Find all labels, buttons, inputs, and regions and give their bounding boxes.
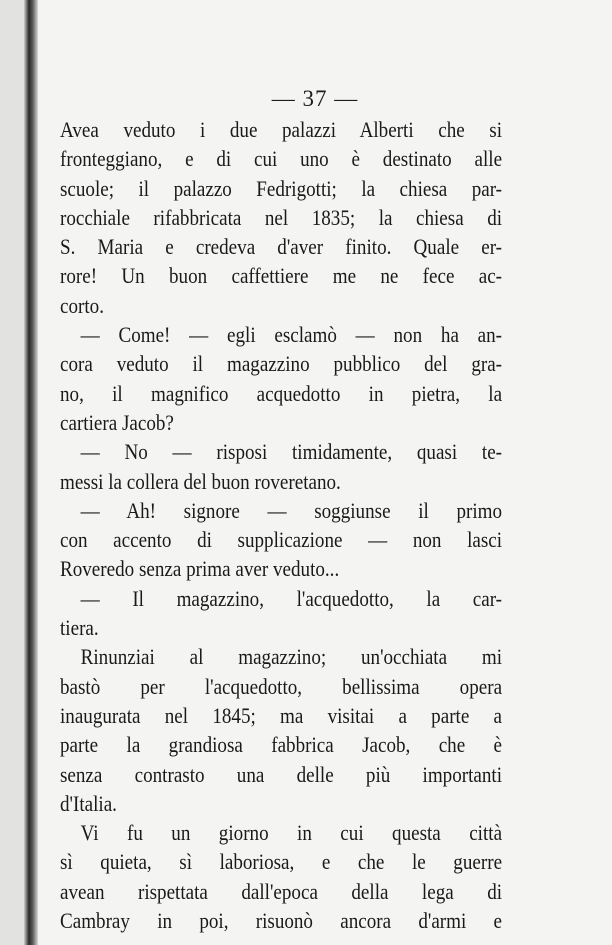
text-line: S. Maria e credeva d'aver finito. Quale er- [60, 234, 503, 260]
text-line: con accento di supplicazione — non lasci [60, 527, 503, 553]
facing-page-edge [0, 0, 24, 945]
text-line: — Il magazzino, l'acquedotto, la car- [80, 585, 503, 611]
text-line: senza contrasto una delle più importanti [60, 761, 503, 787]
text-line: inaugurata nel 1845; ma visitai a parte a [60, 702, 503, 728]
text-line: — Ah! signore — soggiunse il primo [80, 497, 503, 523]
text-line: rocchiale rifabbricata nel 1835; la chiesa di [60, 204, 503, 230]
page-number: — 37 — [271, 86, 359, 111]
text-line: corto. [60, 292, 104, 318]
text-line: bastò per l'acquedotto, bellissima opera [60, 673, 503, 699]
text-line: fronteggiano, e di cui uno è destinato alle [60, 146, 503, 172]
text-line: Rinunziai al magazzino; un'occhiata mi [80, 644, 503, 670]
text-line: tiera. [60, 615, 99, 641]
text-line: sì quieta, sì laboriosa, e che le guerre [60, 849, 503, 875]
text-line: no, il magnifico acquedotto in pietra, la [60, 380, 503, 406]
text-line: rore! Un buon caffettiere me ne fece ac- [60, 263, 503, 289]
text-line: — Come! — egli esclamò — non ha an- [80, 322, 503, 348]
text-line: Cambray in poi, risuonò ancora d'armi e [60, 908, 503, 934]
text-line: Vi fu un giorno in cui questa città [80, 820, 503, 846]
text-line: Avea veduto i due palazzi Alberti che si [60, 117, 503, 142]
text-line: parte la grandiosa fabbrica Jacob, che è [60, 732, 503, 758]
body-text [60, 115, 502, 935]
text-line: cartiera Jacob? [60, 409, 174, 435]
text-line: messi la collera del buon roveretano. [60, 468, 341, 494]
text-line: d'Italia. [60, 790, 117, 816]
text-line: cora veduto il magazzino pubblico del gra- [60, 351, 503, 377]
text-line: scuole; il palazzo Fedrigotti; la chiesa par- [60, 175, 503, 201]
text-line: Roveredo senza prima aver veduto... [60, 556, 340, 582]
text-line: — No — risposi timidamente, quasi te- [80, 439, 503, 465]
book-spine [24, 0, 38, 945]
text-line: avean rispettata dall'epoca della lega di [60, 878, 503, 904]
